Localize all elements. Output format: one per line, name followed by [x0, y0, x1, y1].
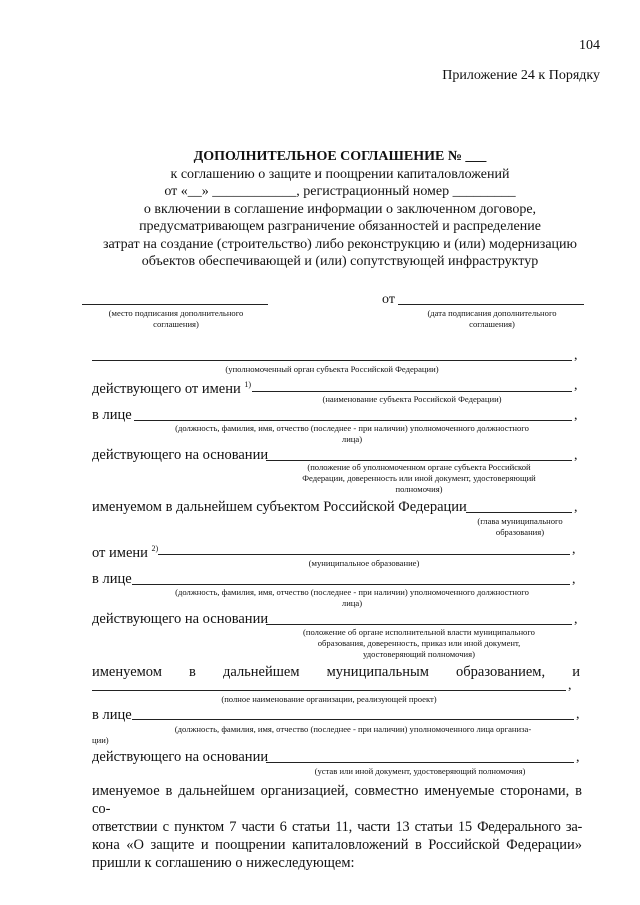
- footnote-1: 1): [244, 380, 252, 389]
- acting-basis-label-1: действующего на основании: [92, 447, 269, 463]
- date-field[interactable]: [398, 304, 584, 305]
- basis-caption-1c: полномочия): [395, 484, 443, 494]
- comma: ,: [574, 448, 578, 463]
- word: и: [572, 664, 580, 680]
- basis-field-3[interactable]: [266, 762, 574, 763]
- person-caption-2b: лица): [341, 598, 363, 608]
- appendix-reference: Приложение 24 к Порядку: [442, 68, 600, 83]
- municipal-field[interactable]: [158, 554, 570, 555]
- acting-on-behalf-label: [92, 376, 251, 398]
- acting-basis-label-2: действующего на основании: [92, 611, 269, 627]
- in-person-label-3: в лице: [92, 707, 132, 723]
- basis-caption-2a: (положение об органе исполнительной власти муниципального: [303, 627, 535, 637]
- basis-caption-2c: удостоверяющий полномочия): [363, 649, 475, 659]
- basis-caption-3: (устав или иной документ, удостоверяющий полномочия): [314, 766, 526, 776]
- organization-field[interactable]: [92, 690, 566, 691]
- authority-caption: (уполномоченный орган субъекта Российской Федерации): [225, 364, 439, 374]
- document-heading: ДОПОЛНИТЕЛЬНОЕ СОГЛАШЕНИЕ № ___: [193, 149, 487, 164]
- date-caption-2: соглашения): [469, 319, 515, 329]
- title-line-3: от «__» ____________, регистрационный номер _________: [164, 184, 516, 199]
- person-field-1[interactable]: [134, 420, 572, 421]
- document-title-block: [80, 148, 600, 271]
- footnote-2: 2): [151, 544, 159, 553]
- hereinafter-municipal-line: [92, 663, 580, 681]
- comma: ,: [572, 542, 576, 557]
- acting-basis-label-3: действующего на основании: [92, 749, 269, 765]
- on-behalf-label: [92, 540, 158, 562]
- basis-caption-1b: Федерации, доверенность или иной документ, удостоверяющий: [302, 473, 536, 483]
- title-line-5: предусматривающем разграничение обязанностей и распределение: [139, 219, 541, 234]
- comma: ,: [568, 678, 572, 693]
- comma: ,: [574, 500, 578, 515]
- comma: ,: [574, 408, 578, 423]
- title-line-6: затрат на создание (строительство) либо реконструкцию и (или) модернизацию: [103, 236, 577, 252]
- word: именуемом: [92, 664, 162, 680]
- closing-line-4: пришли к соглашению о нижеследующем:: [92, 855, 355, 871]
- basis-field-2[interactable]: [266, 624, 572, 625]
- title-line-4: о включении в соглашение информации о заключенном договоре,: [143, 201, 537, 217]
- subject-name-caption: (наименование субъекта Российской Федерации): [322, 394, 502, 404]
- date-caption-1: (дата подписания дополнительного: [427, 308, 557, 318]
- closing-line-3: кона «О защите и поощрении капиталовложений в Российской Федерации»: [92, 837, 582, 853]
- person-caption-3b: ции): [92, 735, 109, 745]
- title-line-2: к соглашению о защите и поощрении капиталовложений: [170, 166, 510, 182]
- word: дальнейшем: [223, 664, 300, 680]
- organization-caption: (полное наименование организации, реализующей проект): [221, 694, 437, 704]
- place-caption-1: (место подписания дополнительного: [108, 308, 244, 318]
- comma: ,: [572, 572, 576, 587]
- place-field[interactable]: [82, 304, 268, 305]
- acting-on-behalf-text: действующего от имени: [92, 380, 241, 397]
- date-from-label: от: [382, 292, 395, 307]
- subject-name-field[interactable]: [252, 391, 572, 392]
- on-behalf-text: от имени: [92, 544, 148, 561]
- person-caption-1a: (должность, фамилия, имя, отчество (последнее - при наличии) уполномоченного должностного: [175, 423, 529, 433]
- basis-caption-1a: (положение об уполномоченном органе субъекта Российской: [307, 462, 531, 472]
- person-field-3[interactable]: [132, 719, 574, 720]
- closing-line-1: именуемое в дальнейшем организацией, совместно именуемые сторонами, в со-: [92, 783, 582, 817]
- comma: ,: [574, 378, 578, 393]
- person-caption-3a: (должность, фамилия, имя, отчество (последнее - при наличии) уполномоченного лица организа-: [174, 724, 532, 734]
- word: муниципальным: [326, 664, 429, 680]
- person-caption-2a: (должность, фамилия, имя, отчество (последнее - при наличии) уполномоченного должностного: [175, 587, 529, 597]
- authority-field[interactable]: [92, 360, 572, 361]
- person-caption-1b: лица): [341, 434, 363, 444]
- in-person-label-2: в лице: [92, 571, 132, 587]
- comma: ,: [576, 750, 580, 765]
- closing-line-2: ответствии с пунктом 7 части 6 статьи 11, части 13 статьи 15 Федерального за-: [92, 819, 582, 835]
- head-caption-2: образования): [495, 527, 545, 537]
- closing-paragraph: [92, 782, 582, 872]
- head-field[interactable]: [466, 512, 572, 513]
- hereinafter-subject-label: именуемом в дальнейшем субъектом Российской Федерации: [92, 499, 467, 515]
- comma: ,: [576, 707, 580, 722]
- basis-field-1[interactable]: [266, 460, 572, 461]
- page-number: 104: [579, 38, 600, 53]
- comma: ,: [574, 612, 578, 627]
- comma: ,: [574, 348, 578, 363]
- person-field-2[interactable]: [132, 584, 570, 585]
- word: образованием,: [456, 664, 546, 680]
- title-line-7: объектов обеспечивающей и (или) сопутствующей инфраструктур: [141, 254, 539, 269]
- place-caption-2: соглашения): [153, 319, 199, 329]
- basis-caption-2b: образования, доверенность, приказ или иной документ,: [317, 638, 521, 648]
- in-person-label-1: в лице: [92, 407, 132, 423]
- head-caption-1: (глава муниципального: [477, 516, 563, 526]
- municipal-caption: (муниципальное образование): [308, 558, 420, 568]
- word: в: [189, 664, 196, 680]
